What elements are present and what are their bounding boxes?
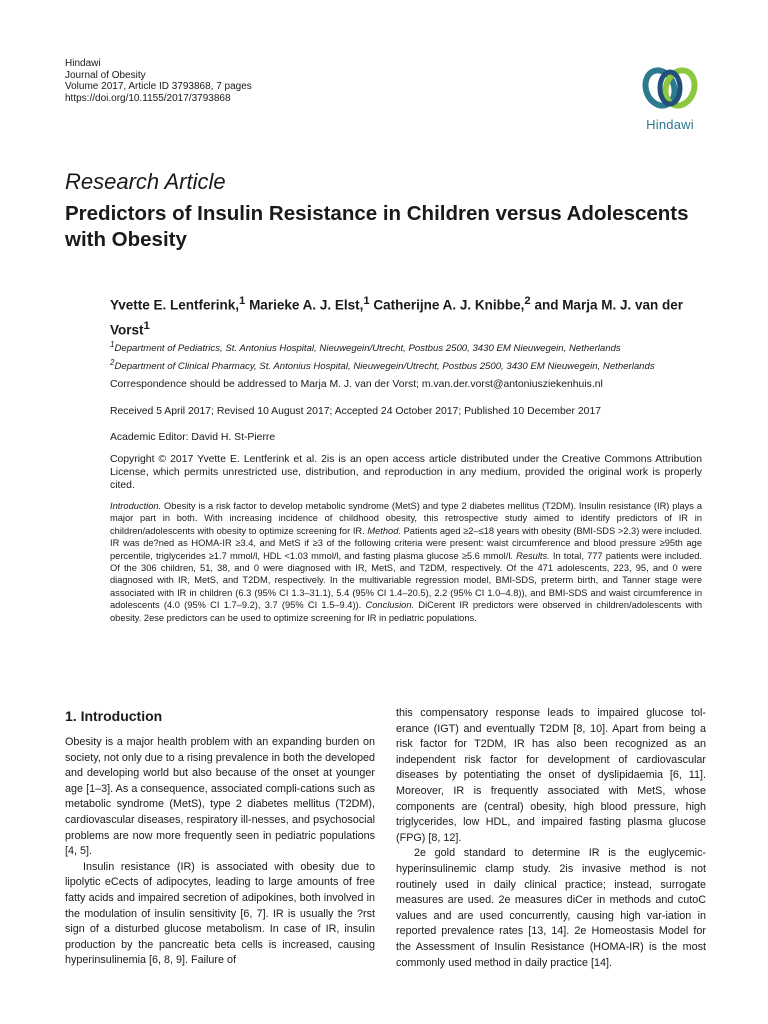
affiliations: [110, 338, 715, 374]
publisher-name: Hindawi: [65, 58, 101, 69]
abstract-intro-label: Introduction.: [110, 501, 162, 511]
body-column-right: [396, 706, 706, 971]
author-affil-sup: 1: [363, 295, 370, 307]
author-name: Yvette E. Lentferink,: [110, 297, 240, 313]
affiliation-2: [110, 356, 715, 374]
author-affil-sup: 1: [239, 295, 246, 307]
body-column-left: [65, 735, 375, 969]
affiliation-sup: 2: [110, 358, 115, 368]
abstract-conclusion-label: Conclusion.: [365, 600, 415, 611]
section-heading: 1. Introduction: [65, 708, 163, 724]
body-paragraph: 2e gold standard to determine IR is the euglycemic-hyperinsulinemic clamp study. 2is invasive method is not routinely used in daily clinical practice; instead, surrogate measures are used. 2e measures diCer in methods and cutoC values and are used concurrently, causing high var-iation in reported prevalence rates [13, 14]. 2e Homeostasis Model for the Assessment of Insulin Resistance (HOMA-IR) is the most commonly used method in daily practice [14].: [396, 847, 706, 969]
abstract-conclusion-text: DiCerent IR predictors were observed in children/adolescents with obesity. 2ese predictors can be used to optimize screening for IR in pediatric populations.: [110, 600, 702, 623]
author-name: Marieke A. J. Elst,: [245, 297, 364, 313]
volume-info: Volume 2017, Article ID 3793868, 7 pages: [65, 81, 252, 93]
abstract-results-text: In total, 777 patients were included. Of the 306 children, 51, 38, and 0 were diagnosed with IR, MetS, and T2DM, respectively. Of the 471 adolescents, 223, 95, and 0 were diagnosed with IR, MetS, and T2DM, respectively. In the multivariable regression model, BMI-SDS, preterm birth, and Tanner stage were associated with IR in children (6.3 (95% CI 1.3–31.1), 5.4 (95% CI 1.4–20.5), 2.2 (95% CI 1.0–4.8)), and BMI-SDS and waist circumference in adolescents (4.0 (95% CI 1.7–9.2), 3.7 (95% CI 1.5–9.4)).: [110, 550, 702, 611]
article-type: Research Article: [65, 169, 226, 194]
journal-name: Journal of Obesity: [65, 69, 146, 81]
copyright-notice: Copyright © 2017 Yvette E. Lentferink et al. 2is is an open access article distributed under the Creative Commons Attribution License, which permits unrestricted use, distribution, and reproduction in any medium, provided the original work is properly cited.: [110, 454, 702, 491]
author-list: [110, 291, 710, 340]
author-name: Catherijne A. J. Knibbe,: [369, 297, 525, 313]
logo-wordmark: Hindawi: [646, 117, 694, 132]
publication-dates: Received 5 April 2017; Revised 10 August 2017; Accepted 24 October 2017; Published 10 December 2017: [110, 406, 601, 417]
hindawi-logo: [630, 62, 710, 134]
author-affil-sup: 1: [143, 319, 150, 332]
academic-editor: Academic Editor: David H. St-Pierre: [110, 432, 276, 443]
author-name: and Marja M. J. van der Vorst: [110, 297, 683, 337]
affiliation-sup: 1: [110, 340, 115, 349]
author-affil-sup: 2: [524, 295, 531, 307]
abstract-intro-text: Obesity is a risk factor to develop metabolic syndrome (MetS) and type 2 diabetes mellitus (T2DM). Insulin resistance (IR) plays a major part in both. With increasing incidence of childhood obesity, this retrospective study aimed to identify predictors of IR in children/adolescents with obesity to optimize screening for IR.: [110, 501, 702, 536]
body-paragraph: Obesity is a major health problem with an expanding burden on society, not only due to a rising prevalence in both the developed and developing world but also because of the onset at younger age [1–3]. As a consequence, associated compli-cations such as metabolic syndrome (MetS), type 2 diabetes mellitus (T2DM), cardiovascular diseases, respiratory ill-nesses, and psychosocial problems are now more frequently seen in pediatric populations [4, 5].: [65, 736, 375, 858]
hindawi-logo-icon: [630, 62, 710, 114]
affiliation-1: [110, 338, 715, 356]
affiliation-text: Department of Pediatrics, St. Antonius Hospital, Nieuwegein/Utrecht, Postbus 2500, 3430 EM Nieuwegein, Netherlands: [114, 343, 621, 355]
paper-title: Predictors of Insulin Resistance in Children versus Adolescents with Obesity: [65, 202, 689, 251]
abstract-results-label: Results.: [516, 550, 550, 561]
correspondence: Correspondence should be addressed to Marja M. J. van der Vorst; m.van.der.vorst@antoniusziekenhuis.nl: [110, 379, 603, 390]
journal-header: [65, 58, 252, 104]
affiliation-text: Department of Clinical Pharmacy, St. Antonius Hospital, Nieuwegein/Utrecht, Postbus 2500, 3430 EM Nieuwegein, Netherlands: [114, 361, 655, 373]
doi-link[interactable]: https://doi.org/10.1155/2017/3793868: [65, 92, 231, 104]
body-paragraph: Insulin resistance (IR) is associated with obesity due to lipolytic eCects of adipocytes, leading to large amounts of free fatty acids and impaired secretion of adipokines, both involved in the modulation of insulin sensitivity [6, 7]. IR is usually the ?rst sign of a disturbed glucose metabolism. In case of IR, insulin production by the pancreatic beta cells is increased, causing hyperinsulinemia [6, 8, 9]. Failure of: [65, 860, 375, 967]
abstract-method-text: Patients aged ≥2–≤18 years with obesity (BMI-SDS >2.3) were included. IR was de?ned as HOMA-IR ≥3.4, and MetS if ≥3 of the following criteria were present: waist circumference and blood pressure ≥95th age percentile, triglycerides ≥1.7 mmol/l, HDL <1.03 mmol/l, and fasting plasma glucose ≥5.6 mmol/l.: [110, 525, 702, 561]
abstract-method-label: Method.: [367, 525, 401, 536]
body-paragraph: this compensatory response leads to impaired glucose tol-erance (IGT) and eventually T2DM [8, 10]. Apart from being a risk factor for T2DM, IR has also been recognized as an independent risk factor for development of cardiovascular diseases by potentiating the onset of dyslipidaemia [6, 11]. Moreover, IR is frequently associated with MetS, whose components are (central) obesity, high blood pressure, high triglycerides, low HDL, and impaired fasting plasma glucose (FPG) [8, 12].: [396, 707, 706, 844]
abstract: [110, 500, 702, 624]
